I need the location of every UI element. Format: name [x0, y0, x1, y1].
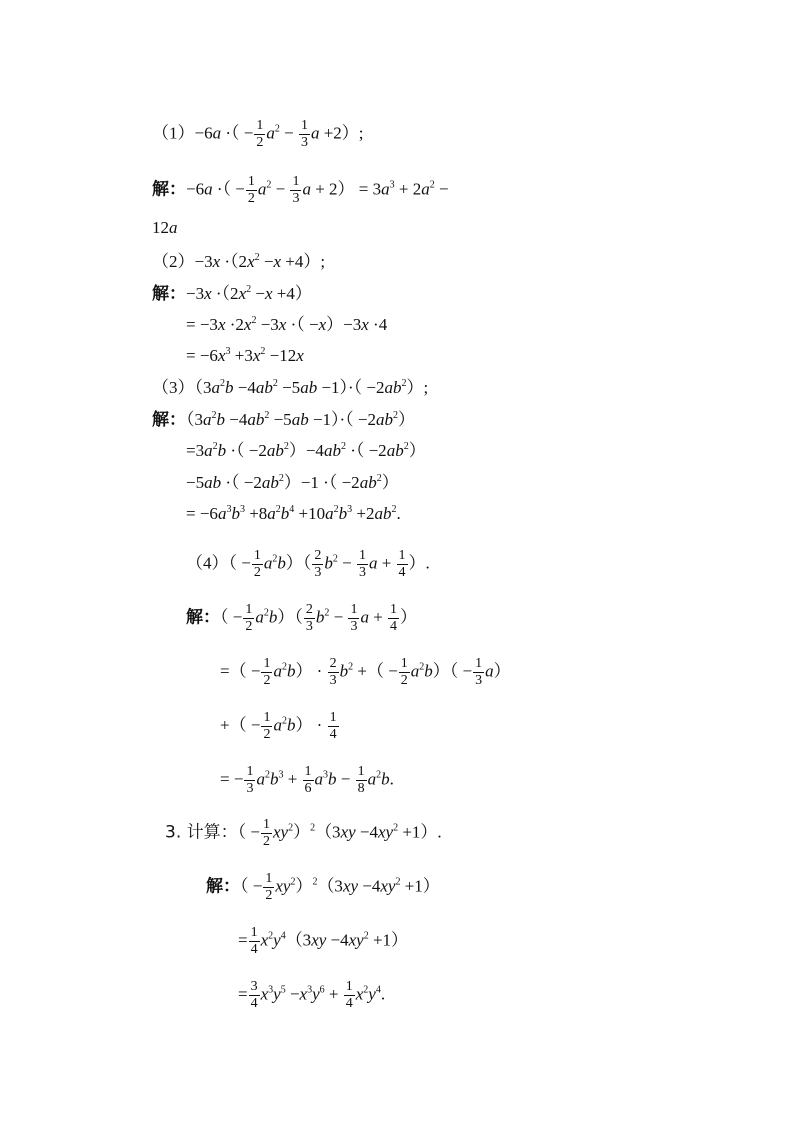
problem-2-step-1: 解：$-3x \cdot(2x^2 -x +4)$ [152, 284, 312, 304]
question-3-step-3: = $\frac{3}{4}$ $x^3y^5 -x^3y^6$ + $\frac{1}{4}$ $x^2y^4$. [238, 979, 386, 1011]
problem-4-step-4: = − $\frac{1}{3}$ $a^2b^3$ + $\frac{1}{6}$ $a^3b$ − $\frac{1}{8}$ $a^2b$. [220, 764, 394, 796]
question-3-label: 3. 计算 [165, 822, 221, 843]
problem-1: （1）−6a ·（ − $\frac{1}{2}$ $a^2$ − $\frac{1}{3}$ a +2）; [152, 118, 364, 150]
problem-1-solution-cont: 12a [152, 218, 178, 237]
problem-1-solution: 解：−6a ·（ − $\frac{1}{2}$ $a^2$ − $\frac{1}{3}$ $a + 2) = 3a^3 + 2a^2$ − [152, 174, 449, 206]
question-3-step-2: = $\frac{1}{4}$ $x^2y^4(3xy -4xy^2 +1)$ [238, 925, 409, 957]
question-3-step-1: 解：（ − $\frac{1}{2}$ $xy^2)^2(3xy -4xy^2 +1)$ [206, 871, 440, 903]
problem-2-step-3: = $-6x^3 +3x^2 -12x$ [186, 346, 304, 365]
problem-3: $(3)(3a^2b -4ab^2 -5ab -1)\cdot( -2ab^2)$; [152, 378, 429, 397]
problem-3-step-1: 解：$(3a^2b -4ab^2 -5ab -1)\cdot( -2ab^2)$ [152, 410, 416, 430]
problem-2: $(2)-3x \cdot(2x^2 -x +4)$; [152, 252, 326, 271]
question-3: 3. 计算：（ − $\frac{1}{2}$ $xy^2)^2(3xy -4xy^2 +1)$. [165, 817, 442, 849]
problem-4-step-2: =（ − $\frac{1}{2}$ $a^2b$） · $\frac{2}{3}$ $b^2$ +（ − $\frac{1}{2}$ $a^2b$）（ − $\frac{1}{3}$ a） [220, 656, 511, 688]
problem-2-label: （2） [152, 252, 195, 271]
problem-3-step-2: $=3a^2b$ ·（ $-2ab^2)-4ab^2$ ·（ $-2ab^2$） [186, 441, 426, 460]
problem-4-label: （4） [186, 553, 229, 573]
problem-4-step-1: 解：（ − $\frac{1}{2}$ $a^2b$）（ $\frac{2}{3}$ $b^2$ − $\frac{1}{3}$ a + $\frac{1}{4}$ ） [186, 602, 418, 634]
problem-3-step-3: −5ab ·（ $-2ab^2)-1$ ·（ $-2ab^2$） [186, 473, 399, 492]
problem-4: （4）（ − $\frac{1}{2}$ $a^2b$）（ $\frac{2}{3}$ $b^2$ − $\frac{1}{3}$ a + $\frac{1}{4}$ ）. [186, 548, 430, 580]
problem-3-label: （3） [152, 378, 195, 397]
problem-2-step-2: = $-3x \cdot 2x^2 -3x$ ·（ −x）−3x ·4 [186, 315, 388, 334]
problem-1-label: （1） [152, 123, 195, 143]
problem-3-step-4: = $-6a^3b^3 +8a^2b^4 +10a^2b^3 +2ab^2$. [186, 504, 401, 523]
problem-4-step-3: +（ − $\frac{1}{2}$ $a^2b$） · $\frac{1}{4}$ [220, 710, 337, 742]
